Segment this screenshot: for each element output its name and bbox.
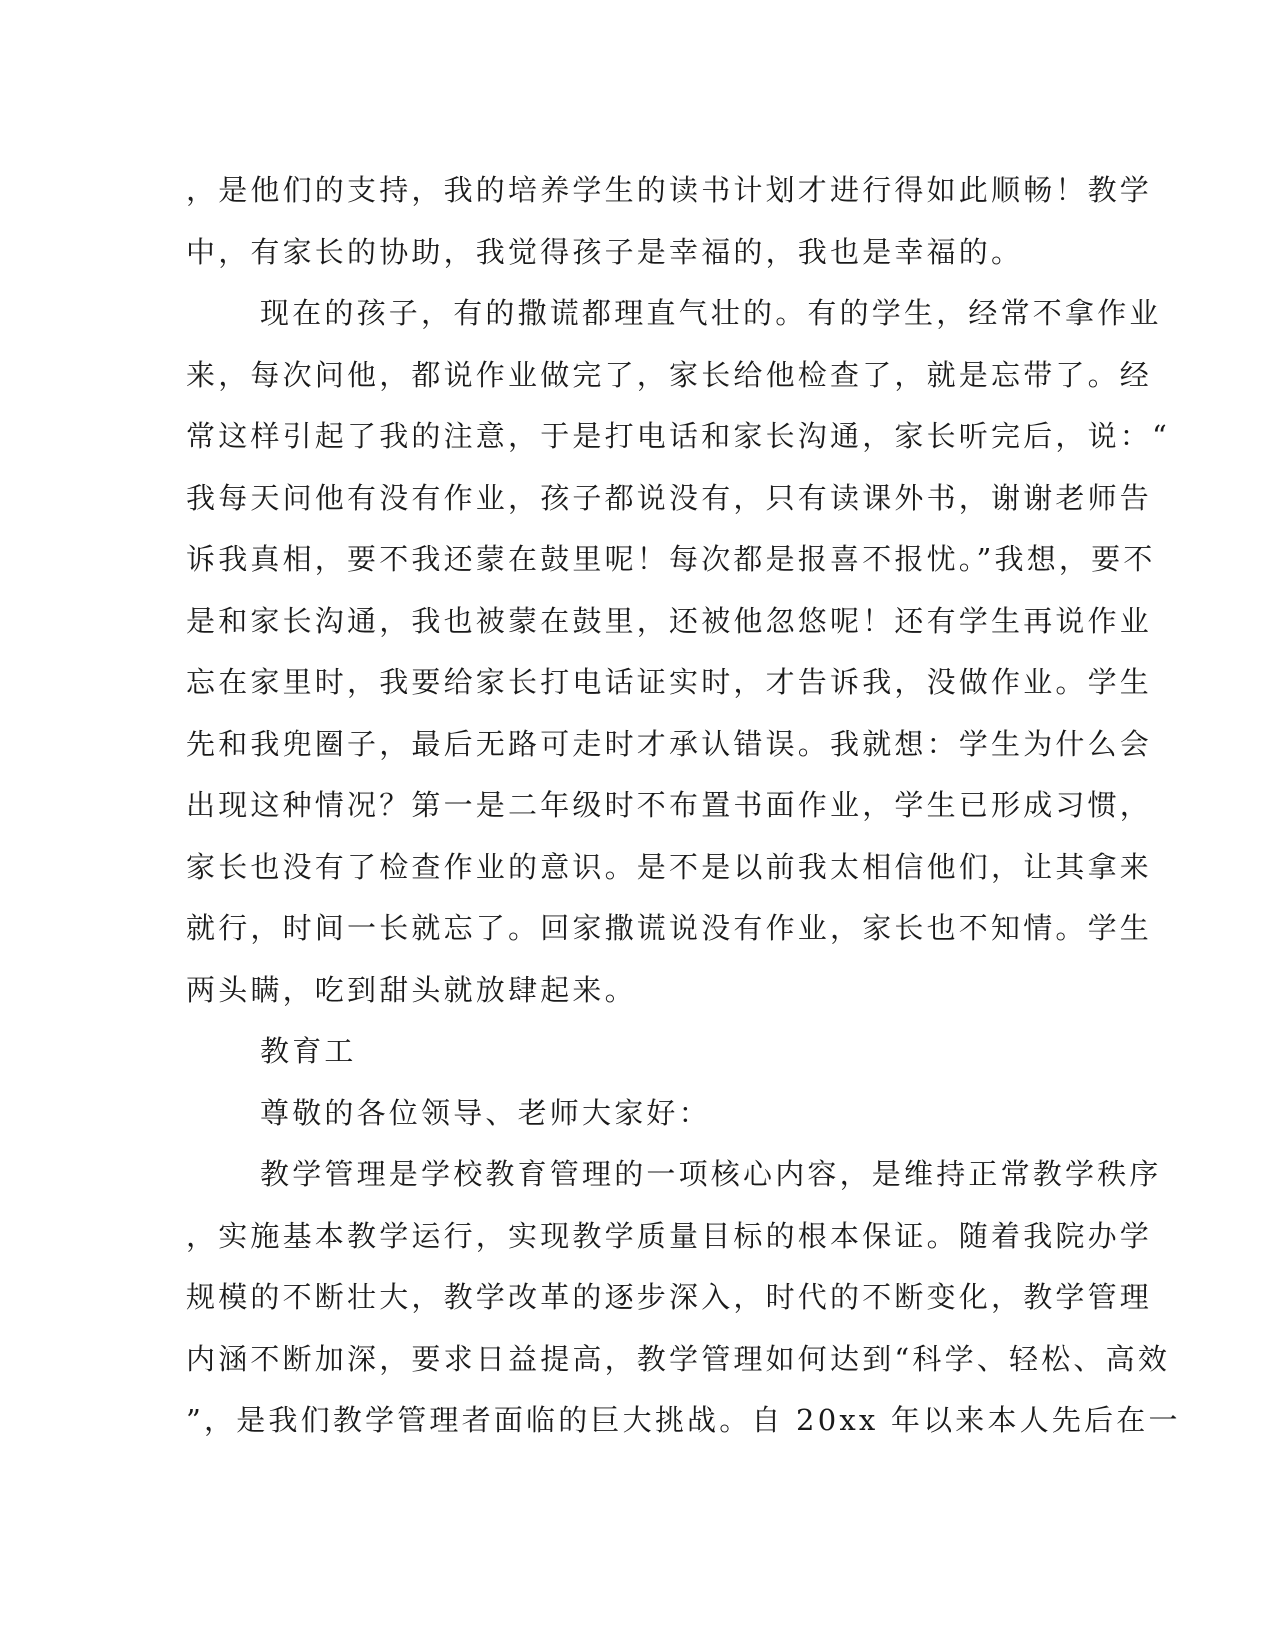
section-heading: 教育工	[260, 1034, 357, 1068]
text-line: 家长也没有了检查作业的意识。是不是以前我太相信他们，让其拿来	[186, 849, 1153, 884]
text-line: 诉我真相，要不我还蒙在鼓里呢！每次都是报喜不报忧。”我想，要不	[186, 542, 1156, 576]
text-line: 来，每次问他，都说作业做完了，家长给他检查了，就是忘带了。经	[186, 357, 1153, 392]
text-line: ”，是我们教学管理者面临的巨大挑战。自 20xx 年以来本人先后在一	[186, 1403, 1181, 1437]
text-line: 我每天问他有没有作业，孩子都说没有，只有读课外书，谢谢老师告	[186, 480, 1153, 515]
paragraph-start-line: 现在的孩子，有的撒谎都理直气壮的。有的学生，经常不拿作业	[260, 296, 1162, 330]
text-line: 是和家长沟通，我也被蒙在鼓里，还被他忽悠呢！还有学生再说作业	[186, 603, 1153, 638]
text-line: ，是他们的支持，我的培养学生的读书计划才进行得如此顺畅！教学	[186, 173, 1153, 207]
text-line: ，实施基本教学运行，实现教学质量目标的根本保证。随着我院办学	[186, 1218, 1153, 1253]
text-line: 中，有家长的协助，我觉得孩子是幸福的，我也是幸福的。	[186, 234, 1024, 269]
text-line: 内涵不断加深，要求日益提高，教学管理如何达到“科学、轻松、高效	[186, 1341, 1171, 1376]
salutation: 尊敬的各位领导、老师大家好：	[260, 1095, 711, 1130]
text-line: 规模的不断壮大，教学改革的逐步深入，时代的不断变化，教学管理	[186, 1280, 1153, 1314]
body-text	[186, 160, 1181, 1452]
text-line: 就行，时间一长就忘了。回家撒谎说没有作业，家长也不知情。学生	[186, 911, 1153, 945]
text-line: 常这样引起了我的注意，于是打电话和家长沟通，家长听完后，说：“	[186, 419, 1171, 453]
paragraph-start-line: 教学管理是学校教育管理的一项核心内容，是维持正常教学秩序	[260, 1157, 1162, 1191]
text-line: 忘在家里时，我要给家长打电话证实时，才告诉我，没做作业。学生	[186, 665, 1153, 699]
text-line: 两头瞒，吃到甜头就放肆起来。	[186, 972, 637, 1007]
text-line: 先和我兜圈子，最后无路可走时才承认错误。我就想：学生为什么会	[186, 726, 1153, 761]
text-line: 出现这种情况？第一是二年级时不布置书面作业，学生已形成习惯，	[186, 788, 1153, 822]
